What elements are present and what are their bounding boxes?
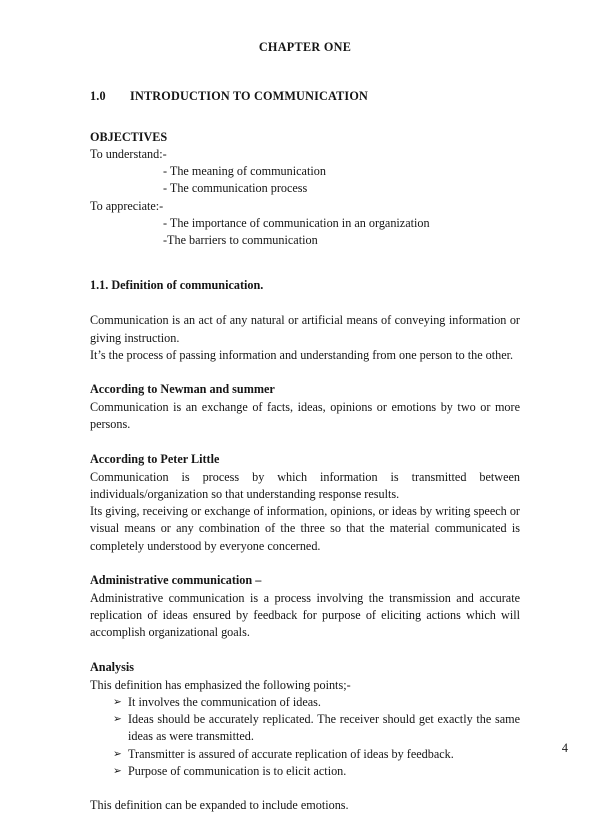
page-content xyxy=(90,40,520,814)
source-heading-peter-little: According to Peter Little xyxy=(90,451,220,466)
analysis-bullet-list xyxy=(90,694,520,780)
list-item-text: It involves the communication of ideas. xyxy=(128,695,321,710)
list-item-text: Transmitter is assured of accurate replication of ideas by feedback. xyxy=(128,746,454,761)
definition-paragraph: Communication is an act of any natural or artificial means of conveying information or giving instruction. xyxy=(90,313,520,345)
spacer xyxy=(90,295,520,312)
list-item xyxy=(90,694,520,711)
source-paragraph: Its giving, receiving or exchange of information, opinions, or ideas by writing speech or visual means or any combination of the three so that the material communicated is completely understood by everyone concerned. xyxy=(90,504,520,553)
spacer xyxy=(90,642,520,659)
source-heading-administrative: Administrative communication – xyxy=(90,572,262,587)
spacer xyxy=(90,434,520,451)
arrow-bullet-icon: ➢ xyxy=(113,748,122,760)
objectives-lead-understand: To understand:- xyxy=(90,147,167,161)
analysis-closing: This definition can be expanded to include emotions. xyxy=(90,798,349,813)
section-title: INTRODUCTION TO COMMUNICATION xyxy=(130,89,369,103)
spacer xyxy=(90,555,520,572)
spacer xyxy=(90,364,520,381)
definition-heading: 1.1. Definition of communication. xyxy=(90,278,264,293)
source-heading-newman: According to Newman and summer xyxy=(90,382,275,397)
section-number: 1.0 xyxy=(90,89,106,103)
arrow-bullet-icon: ➢ xyxy=(113,697,122,709)
list-item xyxy=(90,763,520,780)
chapter-title: CHAPTER ONE xyxy=(258,40,352,54)
objectives-lead-appreciate: To appreciate:- xyxy=(90,198,164,213)
list-item-text: Purpose of communication is to elicit action. xyxy=(128,763,347,778)
list-item xyxy=(90,711,520,745)
list-item xyxy=(90,746,520,763)
objective-item: - The importance of communication in an organization xyxy=(163,215,430,230)
list-item-text: Ideas should be accurately replicated. The receiver should get exactly the same ideas as were transmitted. xyxy=(128,712,520,744)
arrow-bullet-icon: ➢ xyxy=(113,714,122,726)
spacer xyxy=(90,780,520,797)
objective-item: -The barriers to communication xyxy=(163,233,318,248)
spacer xyxy=(90,249,520,277)
objective-item: - The meaning of communication xyxy=(163,164,326,179)
objectives-heading: OBJECTIVES xyxy=(90,130,168,144)
page-number: 4 xyxy=(561,741,568,755)
objective-item: - The communication process xyxy=(163,181,308,196)
section-heading xyxy=(90,89,520,104)
source-paragraph: Communication is an exchange of facts, ideas, opinions or emotions by two or more persons. xyxy=(90,400,520,432)
definition-paragraph: It’s the process of passing information and understanding from one person to the other. xyxy=(90,347,514,362)
source-paragraph: Administrative communication is a process involving the transmission and accurate replication of ideas ensured by feedback for purpose of eliciting actions which will accomplish organizational goals. xyxy=(90,591,520,640)
analysis-intro: This definition has emphasized the following points;- xyxy=(90,677,351,692)
source-paragraph: Communication is process by which information is transmitted between individuals/organization so that understanding response results. xyxy=(90,469,520,502)
analysis-heading: Analysis xyxy=(90,659,135,674)
arrow-bullet-icon: ➢ xyxy=(113,765,122,777)
